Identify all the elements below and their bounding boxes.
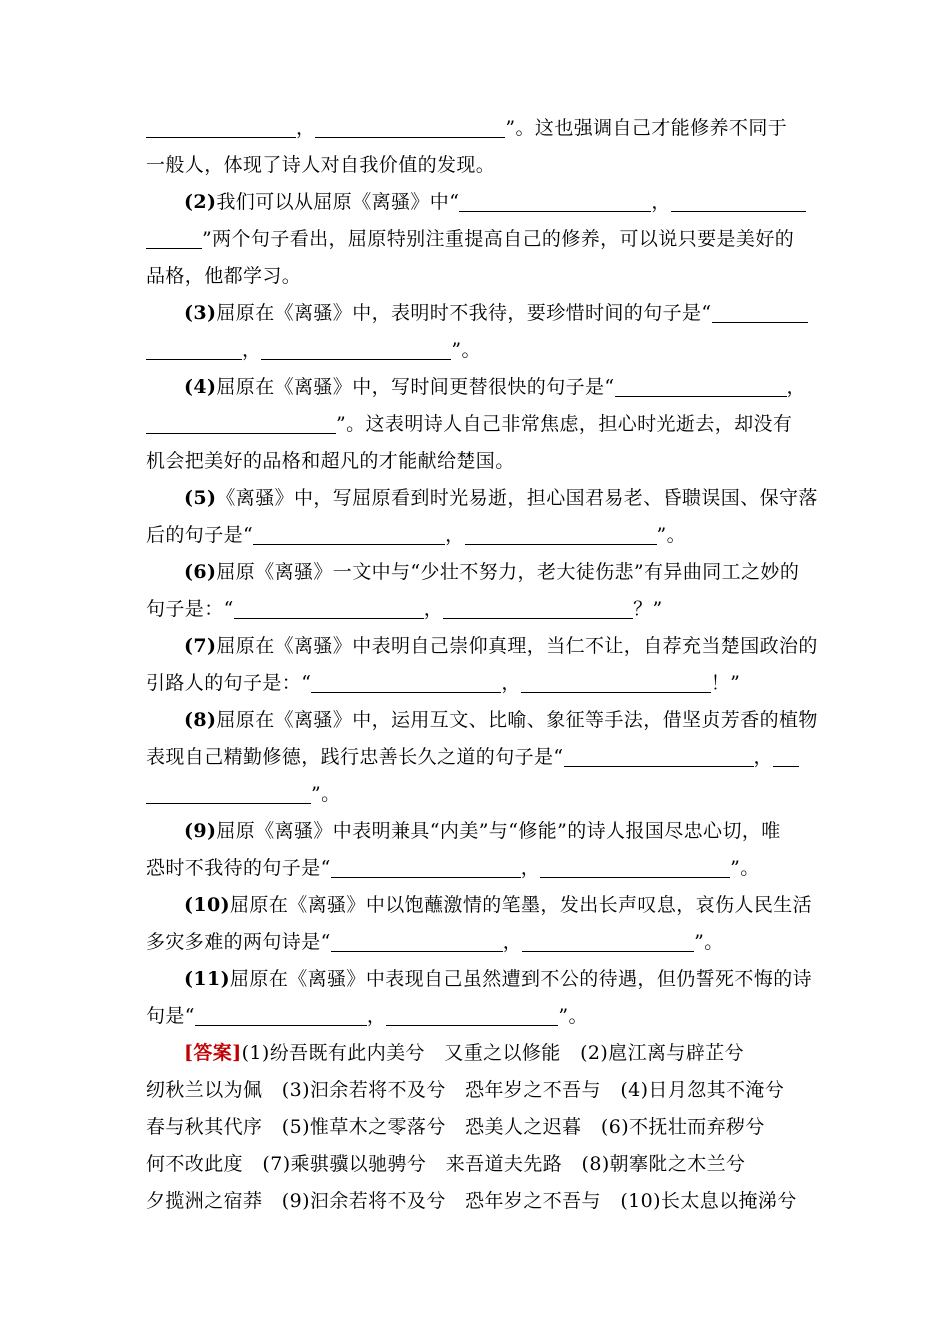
answer-blank[interactable] [712, 300, 808, 323]
answer-blank[interactable] [311, 670, 501, 693]
answer-blank[interactable] [195, 1003, 367, 1026]
q1-line-2: 一般人，体现了诗人对自我价值的发现。 [146, 154, 496, 176]
q2-line-2: ”两个句子看出，屈原特别注重提高自己的修养，可以说只要是美好的 [146, 221, 808, 258]
answer-blank[interactable] [234, 596, 424, 619]
answer-blank[interactable] [615, 374, 787, 397]
answer-blank[interactable] [331, 855, 521, 878]
answer-line-2: 纫秋兰以为佩 (3)汩余若将不及兮 恐年岁之不吾与 (4)日月忽其不淹兮 [146, 1079, 785, 1101]
answer-line-3: 春与秋其代序 (5)惟草木之零落兮 恐美人之迟暮 (6)不抚壮而弃秽兮 [146, 1116, 765, 1138]
q4-line-2: ”。这表明诗人自己非常焦虑，担心时光逝去，却没有 [146, 406, 808, 443]
q5-line-2: 后的句子是“ ， ”。 [146, 524, 687, 546]
q6-line-1: (6)屈原《离骚》一文中与“少壮不努力，老大徒伤悲”有异曲同工之妙的 [184, 561, 800, 583]
q4-line-1: (4)屈原在《离骚》中，写时间更替很快的句子是“ ， [184, 376, 806, 398]
answer-line-4: 何不改此度 (7)乘骐骥以驰骋兮 来吾道夫先路 (8)朝搴阰之木兰兮 [146, 1153, 746, 1175]
q10-line-2: 多灾多难的两句诗是“ ， ”。 [146, 931, 724, 953]
answer-blank[interactable] [146, 411, 336, 434]
answer-blank[interactable] [253, 522, 445, 545]
q5-line-1: (5)《离骚》中，写屈原看到时光易逝，担心国君易老、昏聩误国、保守落 [184, 487, 818, 509]
q11-line-2: 句是“ ， ”。 [146, 1005, 588, 1027]
q4-line-3: 机会把美好的品格和超凡的才能献给楚国。 [146, 450, 515, 472]
q3-line-1: (3)屈原在《离骚》中，表明时不我待，要珍惜时间的句子是“ [146, 295, 808, 332]
answer-blank[interactable] [146, 226, 202, 249]
answer-blank[interactable] [773, 744, 799, 767]
answer-blank[interactable] [465, 522, 657, 545]
answer-label: [答案] [184, 1042, 242, 1064]
q2-line-1: (2)我们可以从屈原《离骚》中“ ， [146, 184, 808, 221]
answer-blank[interactable] [261, 337, 451, 360]
answer-blank[interactable] [540, 855, 730, 878]
q1-line-1: ， ”。这也强调自己才能修养不同于 [146, 110, 808, 147]
answer-blank[interactable] [331, 929, 503, 952]
q8-line-2: 表现自己精勤修德，践行忠善长久之道的句子是“ ， [146, 739, 808, 776]
q9-line-2: 恐时不我待的句子是“ ， ”。 [146, 857, 760, 879]
answer-blank[interactable] [671, 189, 806, 212]
answer-blank[interactable] [443, 596, 633, 619]
q3-line-2: ， ”。 [146, 332, 808, 369]
q9-line-1: (9)屈原《离骚》中表明兼具“内美”与“修能”的诗人报国尽忠心切，唯 [184, 820, 781, 842]
q8-line-3: ”。 [146, 776, 808, 813]
worksheet-page [146, 110, 818, 1220]
answer-blank[interactable] [521, 670, 711, 693]
answer-blank[interactable] [146, 781, 311, 804]
answer-blank[interactable] [146, 337, 242, 360]
answer-line-1: [答案](1)纷吾既有此内美兮 又重之以修能 (2)扈江离与辟芷兮 [184, 1042, 745, 1064]
q7-line-1: (7)屈原在《离骚》中表明自己崇仰真理，当仁不让，自荐充当楚国政治的 [184, 635, 818, 657]
q6-line-2: 句子是：“ ， ？” [146, 598, 663, 620]
q7-line-2: 引路人的句子是：“ ， ！” [146, 672, 741, 694]
q8-line-1: (8)屈原在《离骚》中，运用互文、比喻、象征等手法，借坚贞芳香的植物 [184, 709, 818, 731]
answer-blank[interactable] [315, 115, 505, 138]
q11-line-1: (11)屈原在《离骚》中表现自己虽然遭到不公的待遇，但仍誓死不悔的诗 [184, 968, 813, 990]
answer-blank[interactable] [522, 929, 694, 952]
q2-line-3: 品格，他都学习。 [146, 265, 302, 287]
q10-line-1: (10)屈原在《离骚》中以饱蘸激情的笔墨，发出长声叹息，哀伤人民生活 [184, 894, 813, 916]
answer-line-5: 夕揽洲之宿莽 (9)汩余若将不及兮 恐年岁之不吾与 (10)长太息以掩涕兮 [146, 1190, 797, 1212]
answer-blank[interactable] [386, 1003, 558, 1026]
answer-blank[interactable] [564, 744, 754, 767]
answer-blank[interactable] [146, 115, 296, 138]
answer-blank[interactable] [459, 189, 651, 212]
